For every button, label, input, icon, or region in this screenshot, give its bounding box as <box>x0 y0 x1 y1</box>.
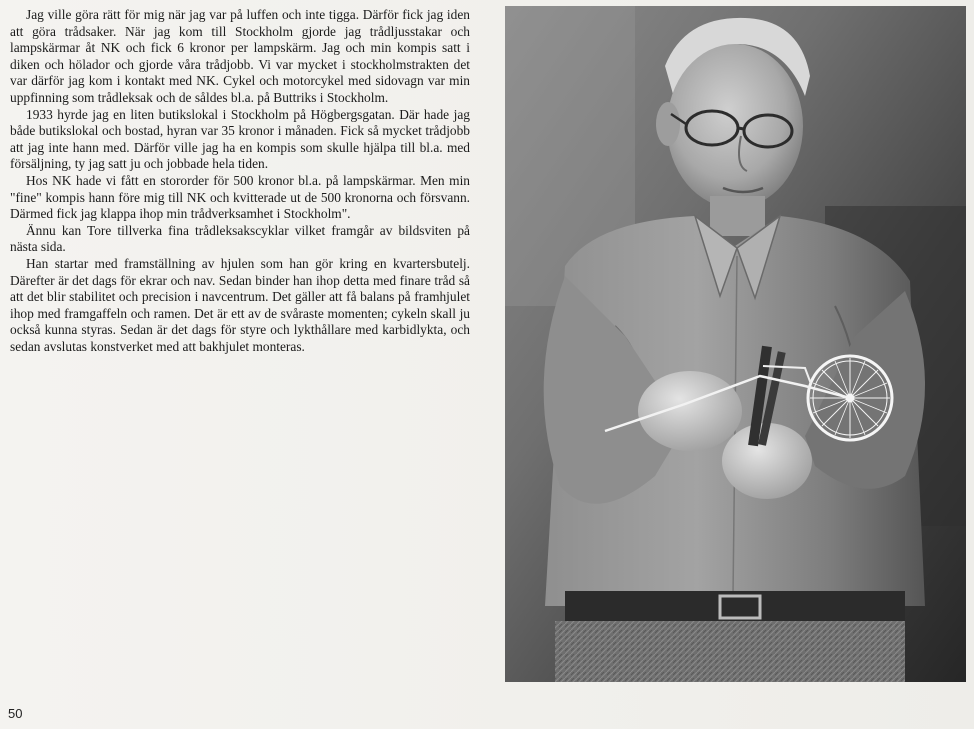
photograph <box>505 6 966 682</box>
paragraph-3: Hos NK hade vi fått en stororder för 500 kronor bl.a. på lampskärmar. Men min "fine" kompis hann före mig till NK och kvitterade ut de 500 kronorna och försvann. Därmed fick jag klappa ihop min trådverksamhet i Stockholm". <box>10 172 470 222</box>
photograph-of-man-making-wire-bicycle-icon <box>505 6 966 682</box>
paragraph-5: Han startar med framställning av hjulen som han gör kring en kvartersbutelj. Därefter är det dags för ekrar och nav. Sedan binder han ihop detta med finare tråd så att det blir stabilitet och precision i navcentrum. Det gäller att få balans på framhjulet ihop med framgaffeln och ramen. Det är ett av de svåraste momenten; cykeln skall ju också kunna styras. Sedan är det dags för styre och lykthållare med karbidlykta, och sedan avslutas konstverket med att bakhjulet monteras. <box>10 255 470 354</box>
article-text <box>10 7 470 355</box>
page-number: 50 <box>8 706 23 721</box>
paragraph-1: Jag ville göra rätt för mig när jag var på luffen och inte tigga. Därför fick jag iden att göra trådsaker. När jag kom till Stockholm gjorde jag trådljusstakar och lampskärmar åt NK och fick 6 kronor per lampskärm. Jag och min kompis satt i diken och hölador och gjorde våra trådjobb. Vi var mycket i stockholmstrakten det var därför jag kom i kontakt med NK. Cykel och motorcykel med sidovagn var min uppfinning som trådleksak och de såldes bl.a. på Buttriks i Stockholm. <box>10 7 470 105</box>
paragraph-4: Ännu kan Tore tillverka fina trådleksakscyklar vilket framgår av bildsviten på nästa sida. <box>10 222 470 255</box>
paragraph-2: 1933 hyrde jag en liten butikslokal i Stockholm på Högbergsgatan. Där hade jag både butikslokal och bostad, hyran var 35 kronor i månaden. Fick så mycket trådjobb att jag inte hann med. Därför ville jag ha en kompis som skulle hjälpa till bl.a. med försäljning, ty jag satt ju och jobbade hela tiden. <box>10 106 470 172</box>
